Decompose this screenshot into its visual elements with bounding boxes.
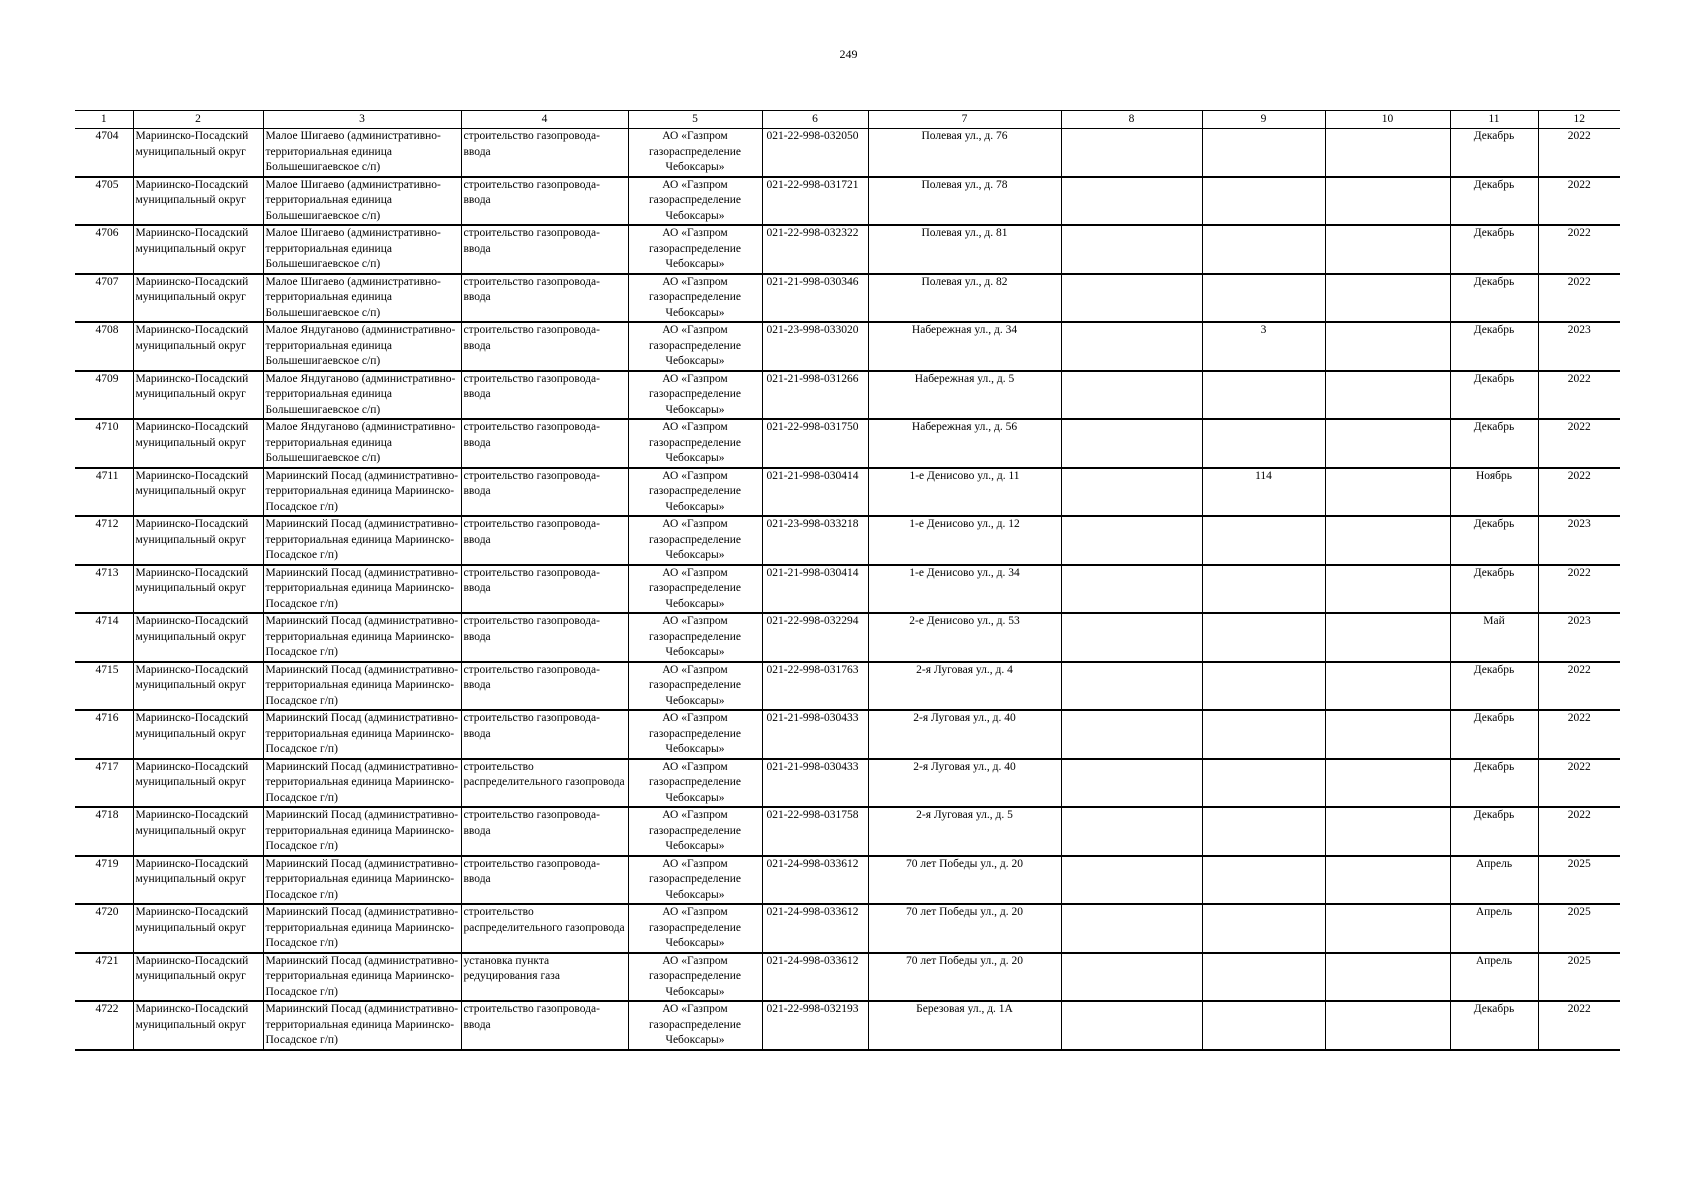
- row-number: 4722: [75, 1001, 133, 1050]
- table-row: [75, 953, 1620, 1002]
- column-10-cell: [1325, 371, 1450, 420]
- row-number: 4709: [75, 371, 133, 420]
- column-10-cell: [1325, 807, 1450, 856]
- district-cell: Мариинско-Посадский муниципальный округ: [133, 1001, 263, 1050]
- year-cell: 2022: [1538, 371, 1620, 420]
- address-cell: 70 лет Победы ул., д. 20: [868, 856, 1061, 905]
- month-cell: Апрель: [1450, 904, 1538, 953]
- column-8-cell: [1061, 371, 1202, 420]
- organization-cell: АО «Газпром газораспределение Чебоксары»: [628, 710, 762, 759]
- year-cell: 2023: [1538, 322, 1620, 371]
- table-row: [75, 904, 1620, 953]
- row-number: 4715: [75, 662, 133, 711]
- year-cell: 2025: [1538, 904, 1620, 953]
- table-row: [75, 710, 1620, 759]
- year-cell: 2022: [1538, 662, 1620, 711]
- settlement-cell: Малое Яндуганово (административно-территориальная единица Большешигаевское с/п): [263, 322, 461, 371]
- column-header-9: 9: [1202, 111, 1325, 129]
- organization-cell: АО «Газпром газораспределение Чебоксары»: [628, 904, 762, 953]
- row-number: 4711: [75, 468, 133, 517]
- column-9-cell: [1202, 904, 1325, 953]
- column-8-cell: [1061, 1001, 1202, 1050]
- work-type-cell: строительство газопровода-ввода: [461, 274, 628, 323]
- year-cell: 2022: [1538, 274, 1620, 323]
- month-cell: Декабрь: [1450, 565, 1538, 614]
- year-cell: 2022: [1538, 1001, 1620, 1050]
- object-code-cell: 021-22-998-032322: [762, 225, 868, 274]
- address-cell: Набережная ул., д. 5: [868, 371, 1061, 420]
- district-cell: Мариинско-Посадский муниципальный округ: [133, 807, 263, 856]
- column-10-cell: [1325, 419, 1450, 468]
- object-code-cell: 021-21-998-030433: [762, 759, 868, 808]
- organization-cell: АО «Газпром газораспределение Чебоксары»: [628, 856, 762, 905]
- table-row: [75, 759, 1620, 808]
- column-8-cell: [1061, 177, 1202, 226]
- column-header-10: 10: [1325, 111, 1450, 129]
- column-8-cell: [1061, 565, 1202, 614]
- column-9-cell: [1202, 662, 1325, 711]
- table-row: [75, 468, 1620, 517]
- district-cell: Мариинско-Посадский муниципальный округ: [133, 468, 263, 517]
- column-10-cell: [1325, 904, 1450, 953]
- district-cell: Мариинско-Посадский муниципальный округ: [133, 613, 263, 662]
- column-10-cell: [1325, 225, 1450, 274]
- month-cell: Декабрь: [1450, 419, 1538, 468]
- settlement-cell: Мариинский Посад (административно-территориальная единица Мариинско-Посадское г/п): [263, 856, 461, 905]
- work-type-cell: строительство газопровода-ввода: [461, 1001, 628, 1050]
- work-type-cell: строительство газопровода-ввода: [461, 468, 628, 517]
- row-number: 4714: [75, 613, 133, 662]
- work-type-cell: строительство газопровода-ввода: [461, 516, 628, 565]
- object-code-cell: 021-21-998-030346: [762, 274, 868, 323]
- month-cell: Декабрь: [1450, 177, 1538, 226]
- settlement-cell: Мариинский Посад (административно-территориальная единица Мариинско-Посадское г/п): [263, 662, 461, 711]
- district-cell: Мариинско-Посадский муниципальный округ: [133, 371, 263, 420]
- organization-cell: АО «Газпром газораспределение Чебоксары»: [628, 129, 762, 177]
- column-8-cell: [1061, 904, 1202, 953]
- settlement-cell: Мариинский Посад (административно-территориальная единица Мариинско-Посадское г/п): [263, 710, 461, 759]
- month-cell: Декабрь: [1450, 710, 1538, 759]
- table-row: [75, 565, 1620, 614]
- table-row: [75, 371, 1620, 420]
- column-10-cell: [1325, 1001, 1450, 1050]
- district-cell: Мариинско-Посадский муниципальный округ: [133, 177, 263, 226]
- column-8-cell: [1061, 759, 1202, 808]
- object-code-cell: 021-23-998-033020: [762, 322, 868, 371]
- organization-cell: АО «Газпром газораспределение Чебоксары»: [628, 1001, 762, 1050]
- column-header-4: 4: [461, 111, 628, 129]
- column-header-2: 2: [133, 111, 263, 129]
- column-10-cell: [1325, 662, 1450, 711]
- column-9-cell: [1202, 371, 1325, 420]
- object-code-cell: 021-21-998-030414: [762, 468, 868, 517]
- month-cell: Декабрь: [1450, 662, 1538, 711]
- year-cell: 2022: [1538, 225, 1620, 274]
- settlement-cell: Малое Шигаево (административно-территориальная единица Большешигаевское с/п): [263, 129, 461, 177]
- address-cell: Набережная ул., д. 56: [868, 419, 1061, 468]
- column-8-cell: [1061, 613, 1202, 662]
- column-9-cell: [1202, 710, 1325, 759]
- address-cell: Полевая ул., д. 76: [868, 129, 1061, 177]
- column-10-cell: [1325, 759, 1450, 808]
- object-code-cell: 021-24-998-033612: [762, 904, 868, 953]
- column-8-cell: [1061, 419, 1202, 468]
- organization-cell: АО «Газпром газораспределение Чебоксары»: [628, 322, 762, 371]
- month-cell: Декабрь: [1450, 371, 1538, 420]
- address-cell: Березовая ул., д. 1А: [868, 1001, 1061, 1050]
- address-cell: 2-я Луговая ул., д. 40: [868, 759, 1061, 808]
- settlement-cell: Мариинский Посад (административно-территориальная единица Мариинско-Посадское г/п): [263, 468, 461, 517]
- column-9-cell: [1202, 613, 1325, 662]
- year-cell: 2025: [1538, 953, 1620, 1002]
- object-code-cell: 021-22-998-031763: [762, 662, 868, 711]
- settlement-cell: Малое Шигаево (административно-территориальная единица Большешигаевское с/п): [263, 177, 461, 226]
- object-code-cell: 021-21-998-031266: [762, 371, 868, 420]
- month-cell: Апрель: [1450, 856, 1538, 905]
- column-header-5: 5: [628, 111, 762, 129]
- work-type-cell: строительство газопровода-ввода: [461, 225, 628, 274]
- settlement-cell: Мариинский Посад (административно-территориальная единица Мариинско-Посадское г/п): [263, 807, 461, 856]
- settlement-cell: Малое Шигаево (административно-территориальная единица Большешигаевское с/п): [263, 274, 461, 323]
- row-number: 4707: [75, 274, 133, 323]
- column-8-cell: [1061, 322, 1202, 371]
- column-9-cell: 3: [1202, 322, 1325, 371]
- row-number: 4719: [75, 856, 133, 905]
- address-cell: 70 лет Победы ул., д. 20: [868, 953, 1061, 1002]
- district-cell: Мариинско-Посадский муниципальный округ: [133, 419, 263, 468]
- column-8-cell: [1061, 662, 1202, 711]
- column-8-cell: [1061, 129, 1202, 177]
- year-cell: 2022: [1538, 468, 1620, 517]
- organization-cell: АО «Газпром газораспределение Чебоксары»: [628, 468, 762, 517]
- column-10-cell: [1325, 468, 1450, 517]
- object-code-cell: 021-22-998-032193: [762, 1001, 868, 1050]
- object-code-cell: 021-21-998-030414: [762, 565, 868, 614]
- table-row: [75, 322, 1620, 371]
- column-10-cell: [1325, 565, 1450, 614]
- table-row: [75, 856, 1620, 905]
- registry-table: [75, 110, 1620, 1051]
- row-number: 4713: [75, 565, 133, 614]
- district-cell: Мариинско-Посадский муниципальный округ: [133, 129, 263, 177]
- column-10-cell: [1325, 613, 1450, 662]
- object-code-cell: 021-22-998-031758: [762, 807, 868, 856]
- work-type-cell: строительство газопровода-ввода: [461, 129, 628, 177]
- work-type-cell: строительство газопровода-ввода: [461, 322, 628, 371]
- column-9-cell: [1202, 759, 1325, 808]
- column-9-cell: [1202, 516, 1325, 565]
- month-cell: Май: [1450, 613, 1538, 662]
- year-cell: 2025: [1538, 856, 1620, 905]
- settlement-cell: Малое Шигаево (административно-территориальная единица Большешигаевское с/п): [263, 225, 461, 274]
- year-cell: 2022: [1538, 129, 1620, 177]
- settlement-cell: Малое Яндуганово (административно-территориальная единица Большешигаевское с/п): [263, 371, 461, 420]
- work-type-cell: строительство газопровода-ввода: [461, 177, 628, 226]
- column-9-cell: [1202, 419, 1325, 468]
- settlement-cell: Мариинский Посад (административно-территориальная единица Мариинско-Посадское г/п): [263, 759, 461, 808]
- column-10-cell: [1325, 274, 1450, 323]
- table-row: [75, 419, 1620, 468]
- district-cell: Мариинско-Посадский муниципальный округ: [133, 710, 263, 759]
- work-type-cell: строительство газопровода-ввода: [461, 856, 628, 905]
- organization-cell: АО «Газпром газораспределение Чебоксары»: [628, 419, 762, 468]
- address-cell: 1-е Денисово ул., д. 12: [868, 516, 1061, 565]
- table-row: [75, 1001, 1620, 1050]
- district-cell: Мариинско-Посадский муниципальный округ: [133, 274, 263, 323]
- table-row: [75, 613, 1620, 662]
- work-type-cell: строительство газопровода-ввода: [461, 710, 628, 759]
- column-8-cell: [1061, 953, 1202, 1002]
- column-8-cell: [1061, 468, 1202, 517]
- object-code-cell: 021-23-998-033218: [762, 516, 868, 565]
- organization-cell: АО «Газпром газораспределение Чебоксары»: [628, 371, 762, 420]
- column-10-cell: [1325, 856, 1450, 905]
- month-cell: Декабрь: [1450, 225, 1538, 274]
- district-cell: Мариинско-Посадский муниципальный округ: [133, 953, 263, 1002]
- column-10-cell: [1325, 516, 1450, 565]
- column-9-cell: [1202, 565, 1325, 614]
- address-cell: 2-е Денисово ул., д. 53: [868, 613, 1061, 662]
- column-10-cell: [1325, 129, 1450, 177]
- district-cell: Мариинско-Посадский муниципальный округ: [133, 516, 263, 565]
- table-body: [75, 129, 1620, 1050]
- work-type-cell: строительство газопровода-ввода: [461, 662, 628, 711]
- column-10-cell: [1325, 177, 1450, 226]
- address-cell: 70 лет Победы ул., д. 20: [868, 904, 1061, 953]
- year-cell: 2022: [1538, 807, 1620, 856]
- column-8-cell: [1061, 516, 1202, 565]
- table-row: [75, 516, 1620, 565]
- month-cell: Декабрь: [1450, 129, 1538, 177]
- column-header-8: 8: [1061, 111, 1202, 129]
- row-number: 4716: [75, 710, 133, 759]
- district-cell: Мариинско-Посадский муниципальный округ: [133, 225, 263, 274]
- column-10-cell: [1325, 710, 1450, 759]
- organization-cell: АО «Газпром газораспределение Чебоксары»: [628, 516, 762, 565]
- settlement-cell: Мариинский Посад (административно-территориальная единица Мариинско-Посадское г/п): [263, 613, 461, 662]
- settlement-cell: Мариинский Посад (административно-территориальная единица Мариинско-Посадское г/п): [263, 516, 461, 565]
- address-cell: 2-я Луговая ул., д. 5: [868, 807, 1061, 856]
- column-9-cell: [1202, 953, 1325, 1002]
- column-9-cell: [1202, 856, 1325, 905]
- year-cell: 2022: [1538, 419, 1620, 468]
- month-cell: Декабрь: [1450, 516, 1538, 565]
- table-row: [75, 129, 1620, 177]
- column-8-cell: [1061, 710, 1202, 759]
- settlement-cell: Мариинский Посад (административно-территориальная единица Мариинско-Посадское г/п): [263, 1001, 461, 1050]
- year-cell: 2022: [1538, 759, 1620, 808]
- organization-cell: АО «Газпром газораспределение Чебоксары»: [628, 759, 762, 808]
- year-cell: 2022: [1538, 565, 1620, 614]
- column-8-cell: [1061, 807, 1202, 856]
- organization-cell: АО «Газпром газораспределение Чебоксары»: [628, 613, 762, 662]
- column-8-cell: [1061, 274, 1202, 323]
- month-cell: Ноябрь: [1450, 468, 1538, 517]
- work-type-cell: строительство распределительного газопровода: [461, 904, 628, 953]
- column-header-3: 3: [263, 111, 461, 129]
- work-type-cell: строительство газопровода-ввода: [461, 371, 628, 420]
- table-row: [75, 807, 1620, 856]
- column-9-cell: [1202, 1001, 1325, 1050]
- column-9-cell: [1202, 129, 1325, 177]
- address-cell: Набережная ул., д. 34: [868, 322, 1061, 371]
- column-header-7: 7: [868, 111, 1061, 129]
- organization-cell: АО «Газпром газораспределение Чебоксары»: [628, 225, 762, 274]
- work-type-cell: строительство газопровода-ввода: [461, 419, 628, 468]
- object-code-cell: 021-22-998-031721: [762, 177, 868, 226]
- work-type-cell: строительство распределительного газопровода: [461, 759, 628, 808]
- month-cell: Декабрь: [1450, 322, 1538, 371]
- column-header-6: 6: [762, 111, 868, 129]
- work-type-cell: строительство газопровода-ввода: [461, 613, 628, 662]
- row-number: 4717: [75, 759, 133, 808]
- row-number: 4718: [75, 807, 133, 856]
- page-number: 249: [839, 47, 858, 61]
- settlement-cell: Мариинский Посад (административно-территориальная единица Мариинско-Посадское г/п): [263, 953, 461, 1002]
- table-row: [75, 274, 1620, 323]
- month-cell: Декабрь: [1450, 1001, 1538, 1050]
- column-8-cell: [1061, 856, 1202, 905]
- month-cell: Декабрь: [1450, 759, 1538, 808]
- month-cell: Декабрь: [1450, 274, 1538, 323]
- column-9-cell: [1202, 807, 1325, 856]
- column-9-cell: [1202, 177, 1325, 226]
- table-row: [75, 177, 1620, 226]
- address-cell: 2-я Луговая ул., д. 40: [868, 710, 1061, 759]
- year-cell: 2022: [1538, 177, 1620, 226]
- column-9-cell: [1202, 225, 1325, 274]
- row-number: 4721: [75, 953, 133, 1002]
- year-cell: 2023: [1538, 516, 1620, 565]
- row-number: 4712: [75, 516, 133, 565]
- column-header-1: 1: [75, 111, 133, 129]
- organization-cell: АО «Газпром газораспределение Чебоксары»: [628, 565, 762, 614]
- organization-cell: АО «Газпром газораспределение Чебоксары»: [628, 662, 762, 711]
- address-cell: Полевая ул., д. 81: [868, 225, 1061, 274]
- column-header-11: 11: [1450, 111, 1538, 129]
- district-cell: Мариинско-Посадский муниципальный округ: [133, 759, 263, 808]
- address-cell: Полевая ул., д. 78: [868, 177, 1061, 226]
- row-number: 4704: [75, 129, 133, 177]
- column-9-cell: 114: [1202, 468, 1325, 517]
- organization-cell: АО «Газпром газораспределение Чебоксары»: [628, 953, 762, 1002]
- column-header-12: 12: [1538, 111, 1620, 129]
- work-type-cell: установка пункта редуцирования газа: [461, 953, 628, 1002]
- month-cell: Апрель: [1450, 953, 1538, 1002]
- object-code-cell: 021-22-998-031750: [762, 419, 868, 468]
- column-10-cell: [1325, 322, 1450, 371]
- table-row: [75, 662, 1620, 711]
- settlement-cell: Малое Яндуганово (административно-территориальная единица Большешигаевское с/п): [263, 419, 461, 468]
- district-cell: Мариинско-Посадский муниципальный округ: [133, 904, 263, 953]
- month-cell: Декабрь: [1450, 807, 1538, 856]
- row-number: 4706: [75, 225, 133, 274]
- work-type-cell: строительство газопровода-ввода: [461, 565, 628, 614]
- district-cell: Мариинско-Посадский муниципальный округ: [133, 565, 263, 614]
- district-cell: Мариинско-Посадский муниципальный округ: [133, 856, 263, 905]
- row-number: 4705: [75, 177, 133, 226]
- year-cell: 2022: [1538, 710, 1620, 759]
- organization-cell: АО «Газпром газораспределение Чебоксары»: [628, 807, 762, 856]
- row-number: 4708: [75, 322, 133, 371]
- year-cell: 2023: [1538, 613, 1620, 662]
- table-header-row: [75, 111, 1620, 129]
- address-cell: 1-е Денисово ул., д. 34: [868, 565, 1061, 614]
- settlement-cell: Мариинский Посад (административно-территориальная единица Мариинско-Посадское г/п): [263, 565, 461, 614]
- column-8-cell: [1061, 225, 1202, 274]
- object-code-cell: 021-22-998-032050: [762, 129, 868, 177]
- organization-cell: АО «Газпром газораспределение Чебоксары»: [628, 274, 762, 323]
- column-9-cell: [1202, 274, 1325, 323]
- address-cell: Полевая ул., д. 82: [868, 274, 1061, 323]
- district-cell: Мариинско-Посадский муниципальный округ: [133, 322, 263, 371]
- district-cell: Мариинско-Посадский муниципальный округ: [133, 662, 263, 711]
- object-code-cell: 021-24-998-033612: [762, 953, 868, 1002]
- row-number: 4710: [75, 419, 133, 468]
- object-code-cell: 021-21-998-030433: [762, 710, 868, 759]
- column-10-cell: [1325, 953, 1450, 1002]
- work-type-cell: строительство газопровода-ввода: [461, 807, 628, 856]
- address-cell: 2-я Луговая ул., д. 4: [868, 662, 1061, 711]
- settlement-cell: Мариинский Посад (административно-территориальная единица Мариинско-Посадское г/п): [263, 904, 461, 953]
- organization-cell: АО «Газпром газораспределение Чебоксары»: [628, 177, 762, 226]
- table-row: [75, 225, 1620, 274]
- object-code-cell: 021-24-998-033612: [762, 856, 868, 905]
- address-cell: 1-е Денисово ул., д. 11: [868, 468, 1061, 517]
- row-number: 4720: [75, 904, 133, 953]
- object-code-cell: 021-22-998-032294: [762, 613, 868, 662]
